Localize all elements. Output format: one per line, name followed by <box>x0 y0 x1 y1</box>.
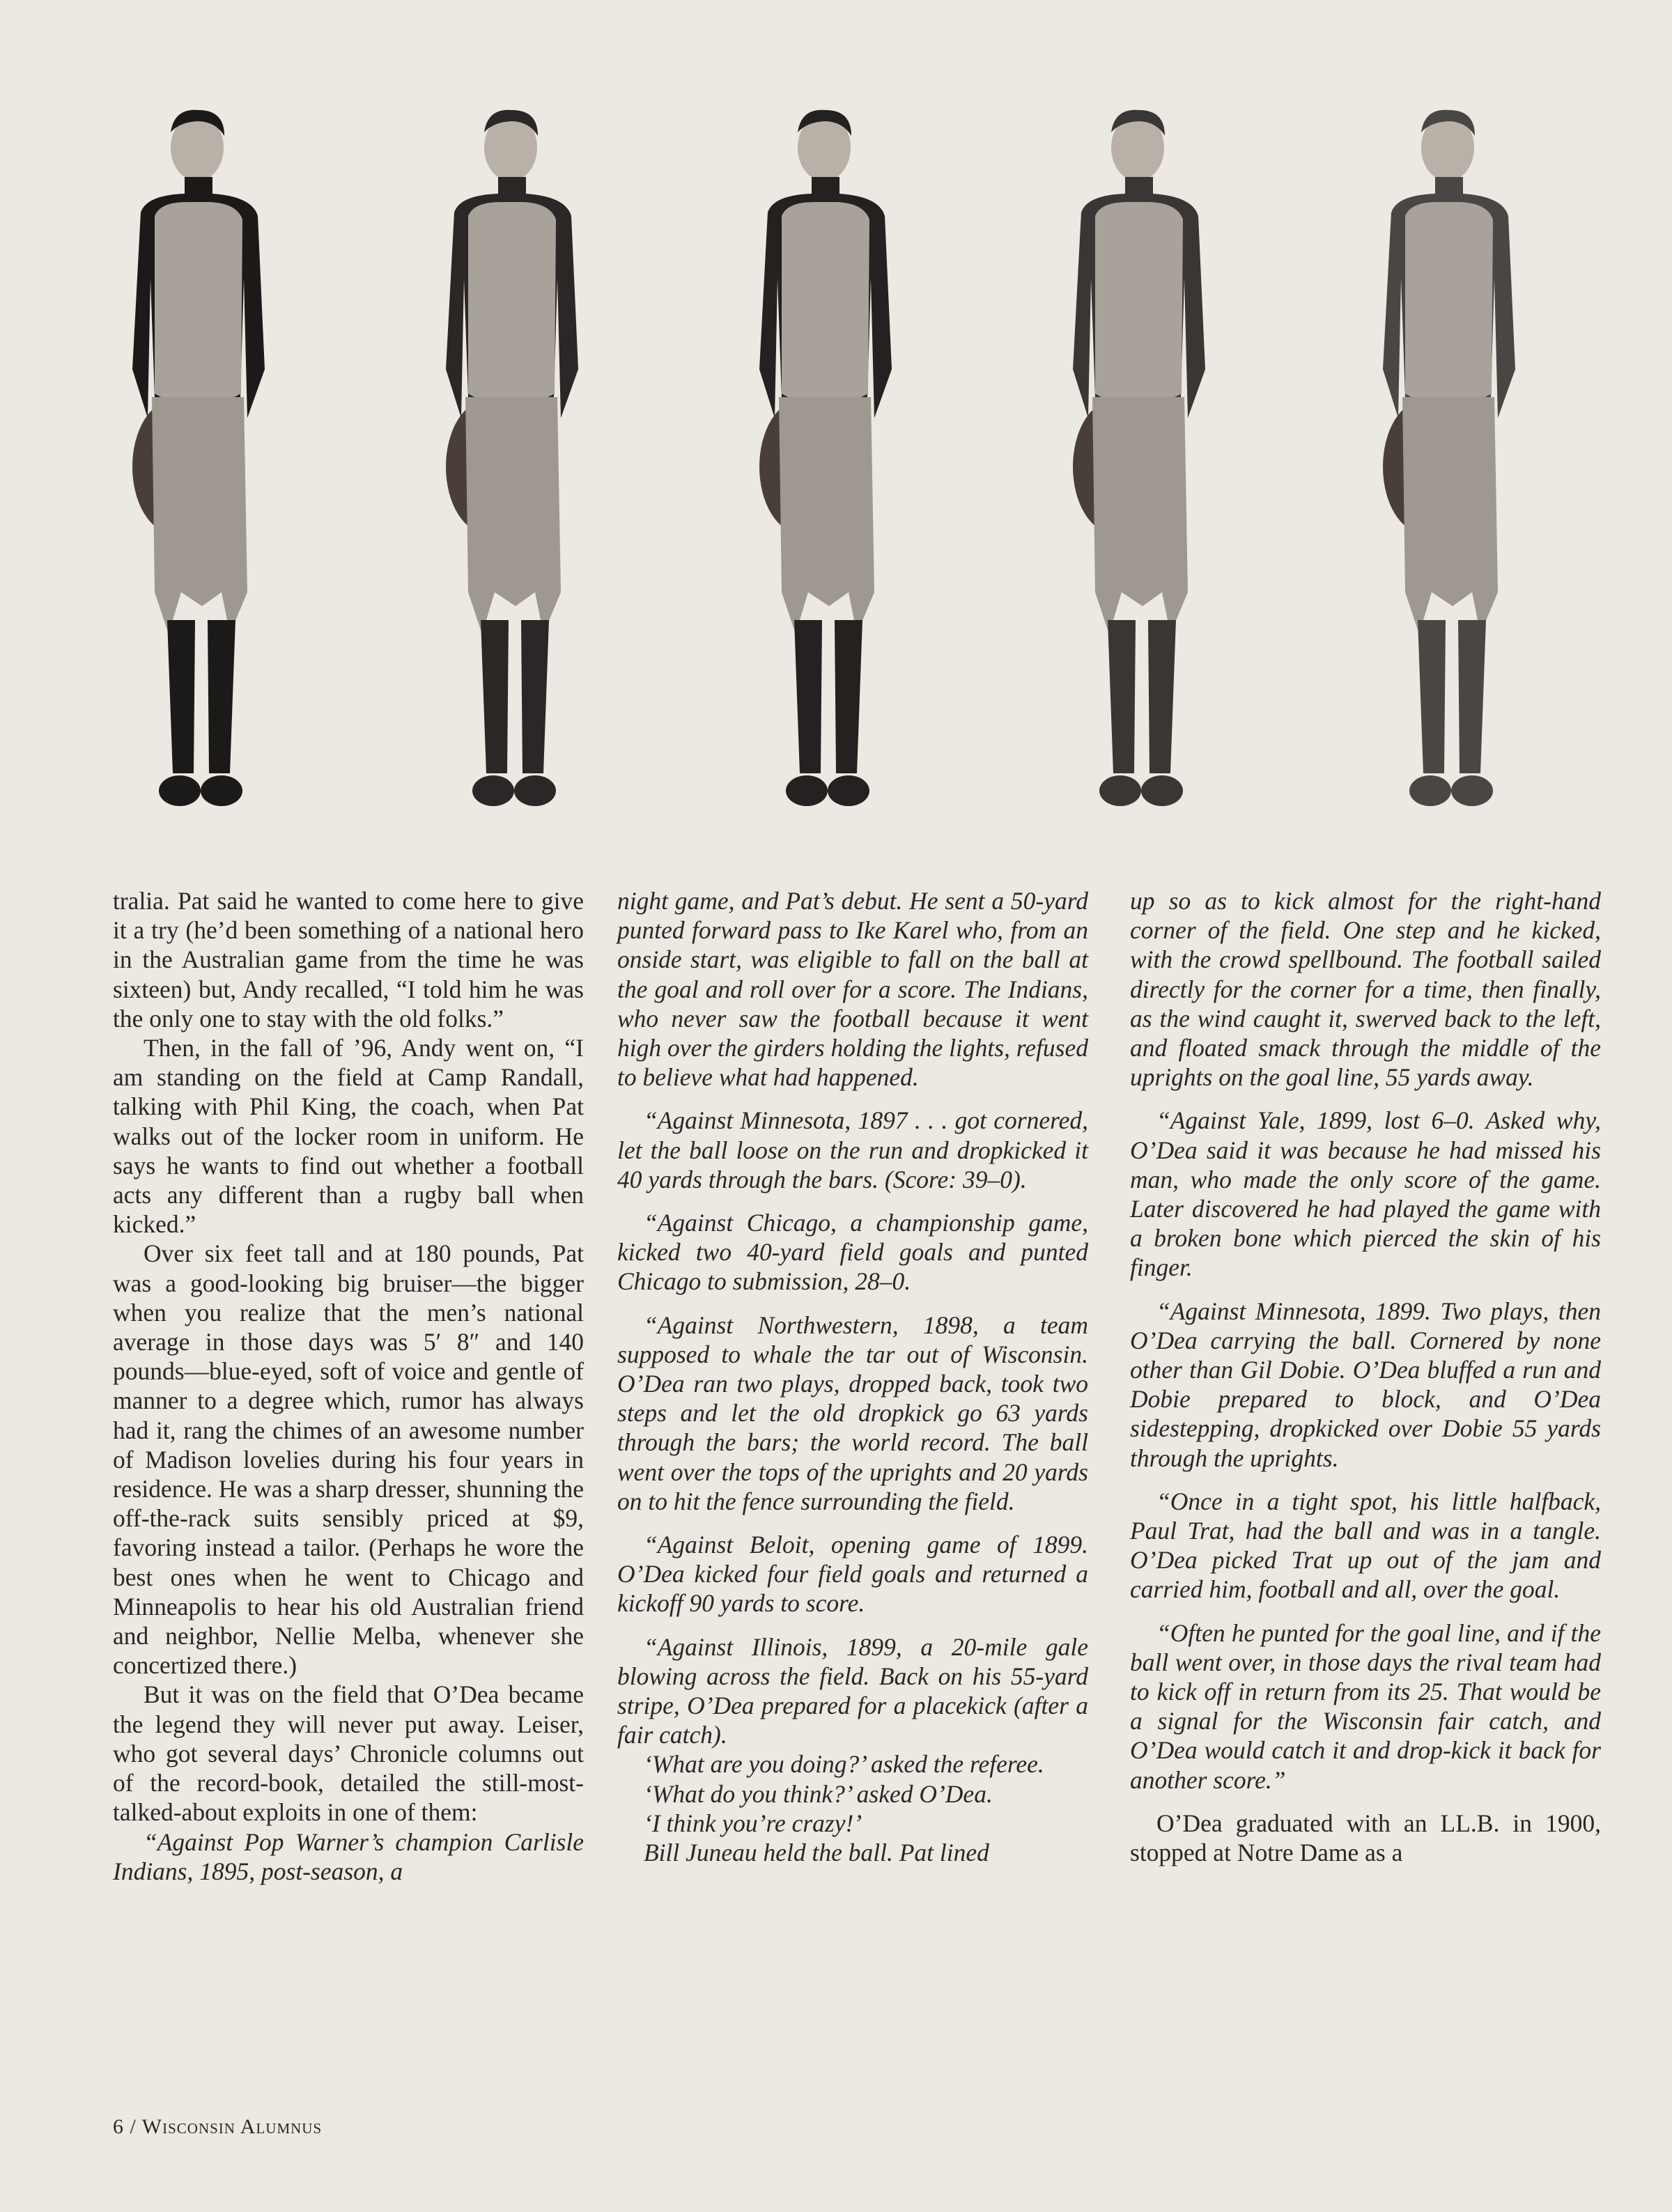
paragraph: “Against Yale, 1899, lost 6–0. Asked why, O’Dea said it was because he had missed his man, who made the only score of the game. Later discovered he had played the game with a broken bone which pierced the skin of his finger. <box>1130 1106 1601 1282</box>
football-player-photo-4 <box>1045 105 1226 843</box>
football-player-silhouette <box>418 105 599 843</box>
article-column-2 <box>617 886 1088 1867</box>
paragraph: “Against Chicago, a championship game, kicked two 40-yard field goals and punted Chicago to submission, 28–0. <box>617 1209 1088 1296</box>
paragraph: night game, and Pat’s debut. He sent a 50-yard punted forward pass to Ike Karel who, from an onside start, was eligible to fall on the ball at the goal and roll over for a score. The Indians, who never saw the football because it went high over the girders holding the lights, refused to believe what had happened. <box>617 887 1088 1092</box>
article-column-1 <box>113 886 584 1886</box>
paragraph: up so as to kick almost for the right-hand corner of the field. One step and he kicked, with the crowd spellbound. The football sailed directly for the corner for a time, then finally, as the wind caught it, swerved back to the left, and floated smack through the middle of the uprights on the goal line, 55 yards away. <box>1130 887 1601 1092</box>
paragraph: Bill Juneau held the ball. Pat lined <box>644 1839 989 1867</box>
paragraph: O’Dea graduated with an LL.B. in 1900, stopped at Notre Dame as a <box>1130 1809 1601 1867</box>
football-player-silhouette <box>1045 105 1226 843</box>
paragraph: “Against Pop Warner’s champion Carlisle Indians, 1895, post-season, a <box>113 1827 584 1885</box>
football-player-photo-1 <box>104 105 286 843</box>
paragraph: Then, in the fall of ’96, Andy went on, “I am standing on the field at Camp Randall, talking with Phil King, the coach, when Pat walks out of the locker room in uniform. He says he wants to find out whether a football acts any different than a rugby ball when kicked.” <box>113 1034 584 1239</box>
football-player-photo-3 <box>732 105 913 843</box>
paragraph: ‘What are you doing?’ asked the referee. <box>644 1750 1044 1779</box>
paragraph: “Against Minnesota, 1897 . . . got cornered, let the ball loose on the run and dropkicked it 40 yards through the bars. (Score: 39–0). <box>617 1106 1088 1193</box>
football-player-photo-2 <box>418 105 599 843</box>
paragraph: “Against Northwestern, 1898, a team supposed to whale the tar out of Wisconsin. O’Dea ran two plays, dropped back, took two steps and let the old dropkick go 63 yards through the bars; the world record. The ball went over the tops of the uprights and 20 yards on to hit the fence surrounding the field. <box>617 1310 1088 1515</box>
article-column-3 <box>1130 886 1601 1867</box>
paragraph: ‘I think you’re crazy!’ <box>644 1809 862 1837</box>
paragraph: tralia. Pat said he wanted to come here to give it a try (he’d been something of a national hero in the Australian game from the time he was sixteen) but, Andy recalled, “I told him he was the only one to stay with the old folks.” <box>113 887 584 1032</box>
paragraph: “Against Beloit, opening game of 1899. O’Dea kicked four field goals and returned a kickoff 90 yards to score. <box>617 1531 1088 1618</box>
football-player-photo-5 <box>1355 105 1536 843</box>
paragraph: “Against Illinois, 1899, a 20-mile gale blowing across the field. Back on his 55-yard stripe, O’Dea prepared for a placekick (after a fair catch). <box>617 1632 1088 1749</box>
photo-strip <box>104 105 1609 843</box>
page-folio: 6 / Wisconsin Alumnus <box>113 2115 323 2138</box>
paragraph: ‘What do you think?’ asked O’Dea. <box>644 1779 993 1808</box>
football-player-silhouette <box>732 105 913 843</box>
paragraph: But it was on the field that O’Dea became the legend they will never put away. Leiser, who got several days’ Chronicle columns out of the record-book, detailed the still-most-talked-about exploits in one of them: <box>113 1680 584 1827</box>
paragraph: Over six feet tall and at 180 pounds, Pat was a good-looking big bruiser—the bigger when you realize that the men’s national average in those days was 5′ 8″ and 140 pounds—blue-eyed, soft of voice and gentle of manner to a degree which, rumor has always had it, rang the chimes of an awesome number of Madison lovelies during his four years in residence. He was a sharp dresser, shunning the off-the-rack suits sensibly priced at $9, favoring instead a tailor. (Perhaps he wore the best ones when he went to Chicago and Minneapolis to hear his old Australian friend and neighbor, Nellie Melba, whenever she concertized there.) <box>113 1239 584 1680</box>
football-player-silhouette <box>104 105 286 843</box>
paragraph: “Once in a tight spot, his little halfback, Paul Trat, had the ball and was in a tangle. O’Dea picked Trat up out of the jam and carried him, football and all, over the goal. <box>1130 1487 1601 1604</box>
paragraph: “Against Minnesota, 1899. Two plays, then O’Dea carrying the ball. Cornered by none other than Gil Dobie. O’Dea bluffed a run and Dobie prepared to block, and O’Dea sidestepping, dropkicked over Dobie 55 yards through the uprights. <box>1130 1297 1601 1472</box>
football-player-silhouette <box>1355 105 1536 843</box>
paragraph: “Often he punted for the goal line, and if the ball went over, in those days the rival team had to kick off in return from its 25. That would be a signal for the Wisconsin fair catch, and O’Dea would catch it and drop-kick it back for another score.” <box>1130 1618 1601 1794</box>
